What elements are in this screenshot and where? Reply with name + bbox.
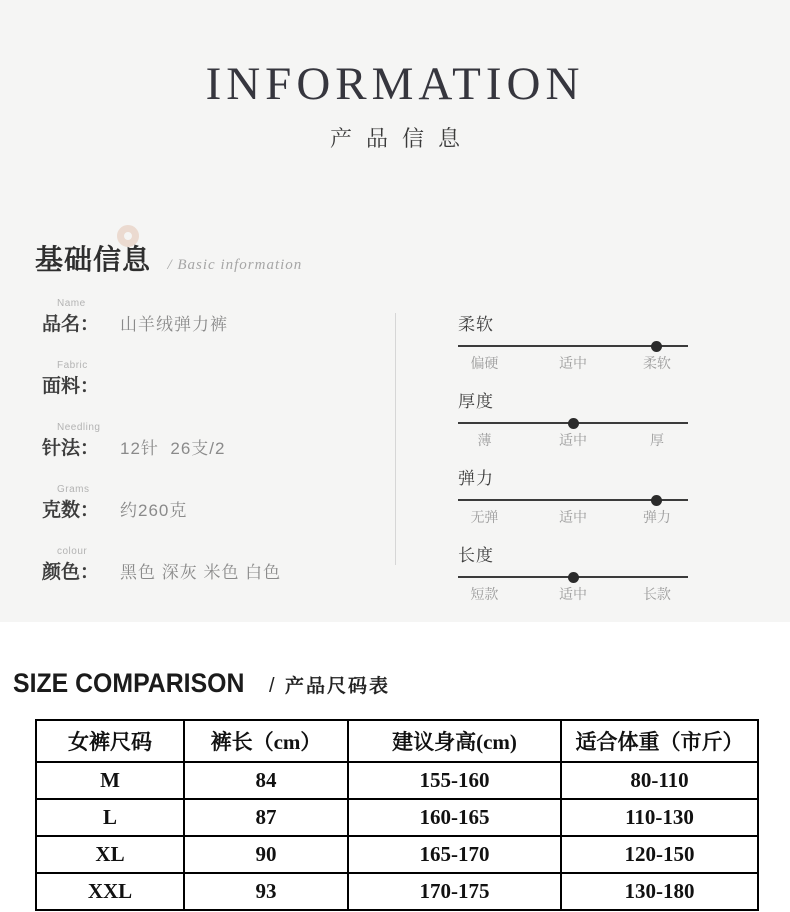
field-name-value: 山羊绒弹力裤 (120, 315, 229, 334)
col-header-height: 建议身高(cm) (348, 720, 561, 762)
slider-length-track (458, 576, 688, 578)
table-row-m (36, 762, 758, 799)
field-grams-value: 约260克 (120, 501, 188, 520)
cell-height: 170-175 (348, 873, 561, 910)
size-section-slash: / (268, 675, 275, 697)
field-name-label: 品名： (42, 314, 100, 335)
field-grams-en-label: Grams (57, 484, 90, 495)
basic-info-title: 基础信息 (35, 244, 152, 275)
slider-length-label-low: 短款 (470, 586, 499, 602)
product-fields (42, 297, 387, 607)
cell-weight: 120-150 (561, 836, 758, 873)
slider-thickness-label-low: 薄 (477, 432, 492, 448)
table-row-l (36, 799, 758, 836)
field-colour-label: 颜色： (42, 562, 100, 583)
basic-info-header (35, 238, 302, 278)
slider-elasticity-label-mid: 适中 (559, 509, 587, 525)
cell-length: 90 (184, 836, 348, 873)
page-title: INFORMATION (205, 58, 585, 110)
col-header-weight: 适合体重（市斤） (561, 720, 758, 762)
size-section-title-en: SIZE COMPARISON (13, 668, 245, 698)
table-row-xxl (36, 873, 758, 910)
col-header-pant-length: 裤长（cm） (184, 720, 348, 762)
field-fabric-label: 面料： (42, 376, 100, 397)
slider-length-label-high: 长款 (642, 586, 671, 602)
page-subtitle: 产品信息 (329, 126, 474, 152)
slider-elasticity-dot (651, 495, 662, 506)
vertical-divider (395, 313, 396, 565)
slider-softness-title: 柔软 (458, 315, 494, 334)
size-table-header-row (36, 720, 758, 762)
size-section (0, 622, 790, 911)
slider-elasticity-title: 弹力 (458, 469, 494, 488)
field-needling-value: 12针 26支/2 (120, 439, 226, 458)
cell-size: XXL (36, 873, 184, 910)
cell-length: 93 (184, 873, 348, 910)
slider-thickness (458, 391, 688, 447)
slider-softness-label-low: 偏硬 (470, 355, 499, 371)
field-needling (42, 421, 387, 463)
size-section-header (13, 668, 790, 699)
slider-thickness-title: 厚度 (458, 392, 494, 411)
slider-elasticity-label-high: 弹力 (642, 509, 671, 525)
cell-length: 84 (184, 762, 348, 799)
slider-length-label-mid: 适中 (559, 586, 587, 602)
field-colour (42, 545, 387, 587)
col-header-size: 女裤尺码 (36, 720, 184, 762)
slider-elasticity-label-low: 无弹 (470, 509, 499, 525)
cell-size: XL (36, 836, 184, 873)
field-grams (42, 483, 387, 525)
slider-length (458, 545, 688, 601)
cell-size: M (36, 762, 184, 799)
basic-info-title-en: / Basic information (167, 257, 303, 273)
slider-length-dot (568, 572, 579, 583)
slider-softness-track (458, 345, 688, 347)
slider-length-title: 长度 (458, 546, 494, 565)
field-fabric-en-label: Fabric (57, 360, 88, 371)
cell-weight: 80-110 (561, 762, 758, 799)
slider-elasticity (458, 468, 688, 524)
slider-thickness-track (458, 422, 688, 424)
cell-weight: 110-130 (561, 799, 758, 836)
slider-softness-label-mid: 适中 (559, 355, 587, 371)
field-colour-value: 黑色 深灰 米色 白色 (120, 563, 282, 582)
cell-size: L (36, 799, 184, 836)
cell-length: 87 (184, 799, 348, 836)
size-table (35, 719, 759, 911)
field-name (42, 297, 387, 339)
field-name-en-label: Name (57, 298, 86, 309)
field-needling-en-label: Needling (57, 422, 101, 433)
field-colour-en-label: colour (57, 546, 88, 557)
slider-softness-dot (651, 341, 662, 352)
slider-thickness-dot (568, 418, 579, 429)
cell-height: 165-170 (348, 836, 561, 873)
attribute-sliders (458, 314, 688, 622)
slider-elasticity-track (458, 499, 688, 501)
slider-softness (458, 314, 688, 370)
table-row-xl (36, 836, 758, 873)
size-section-title-cn: 产品尺码表 (285, 676, 391, 697)
field-fabric (42, 359, 387, 401)
field-grams-label: 克数： (42, 500, 100, 521)
slider-thickness-label-high: 厚 (649, 432, 664, 448)
field-needling-label: 针法： (42, 438, 100, 459)
slider-softness-label-high: 柔软 (642, 355, 671, 371)
cell-weight: 130-180 (561, 873, 758, 910)
cell-height: 155-160 (348, 762, 561, 799)
cell-height: 160-165 (348, 799, 561, 836)
slider-thickness-label-mid: 适中 (559, 432, 587, 448)
